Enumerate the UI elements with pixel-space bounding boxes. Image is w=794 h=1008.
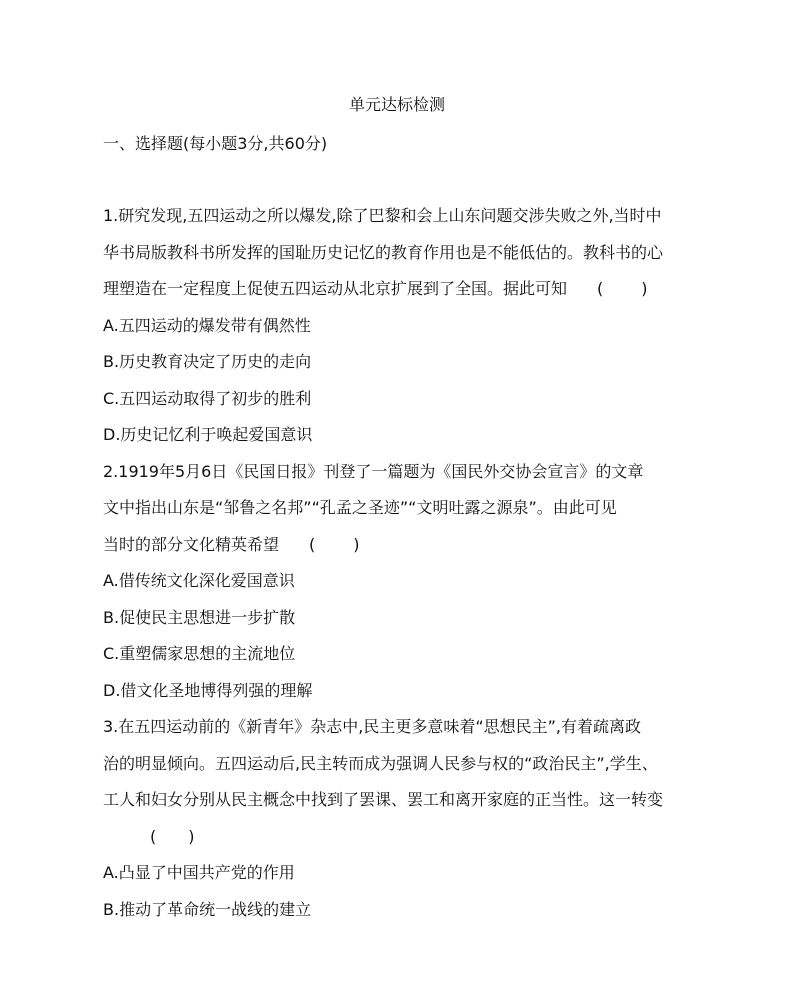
question-3-line-1: 3.在五四运动前的《新青年》杂志中,民主更多意味着“思想民主”,有着疏离政 (103, 717, 642, 736)
question-3 (103, 709, 703, 928)
option-c: C.重塑儒家思想的主流地位 (103, 644, 296, 663)
option-a: A.凸显了中国共产党的作用 (103, 863, 295, 882)
question-2-line-3 (103, 527, 703, 564)
option-b: B.促使民主思想进一步扩散 (103, 607, 296, 627)
question-3-blank-line (103, 819, 703, 856)
question-2-line-2: 文中指出山东是“邹鲁之名邦”“孔孟之圣迹”“文明吐露之源泉”。由此可见 (103, 498, 617, 517)
question-3-line-2: 治的明显倾向。五四运动后,民主转而成为强调人民参与权的“政治民主”,学生、 (103, 753, 658, 773)
page-title: 单元达标检测 (348, 95, 445, 114)
option-b: B.历史教育决定了历史的走向 (103, 352, 312, 371)
questions-list (103, 198, 703, 928)
question-1-line-2: 华书局版教科书所发挥的国耻历史记忆的教育作用也是不能低估的。教科书的心 (103, 242, 664, 262)
question-2 (103, 454, 703, 710)
option-c: C.五四运动取得了初步的胜利 (103, 388, 312, 408)
answer-blank: ( ) (309, 534, 362, 554)
question-1-line-3 (103, 271, 703, 308)
option-d: D.借文化圣地博得列强的理解 (103, 680, 313, 700)
answer-blank: ( ) (150, 826, 195, 846)
option-d: D.历史记忆利于唤起爱国意识 (103, 425, 313, 444)
section-heading: 一、选择题(每小题3分,共60分) (103, 134, 328, 153)
question-2-line-1: 2.1919年5月6日《民国日报》刊登了一篇题为《国民外交协会宣言》的文章 (103, 461, 644, 481)
question-1 (103, 198, 703, 454)
answer-blank: ( ) (597, 279, 650, 298)
question-1-line-3-text: 理塑造在一定程度上促使五四运动从北京扩展到了全国。据此可知 (103, 279, 568, 298)
question-3-line-3: 工人和妇女分别从民主概念中找到了罢课、罢工和离开家庭的正当性。这一转变 (103, 790, 664, 809)
option-a: A.借传统文化深化爱国意识 (103, 571, 295, 590)
question-2-line-3-text: 当时的部分文化精英希望 (103, 534, 280, 554)
option-b: B.推动了革命统一战线的建立 (103, 899, 312, 919)
question-1-line-1: 1.研究发现,五四运动之所以爆发,除了巴黎和会上山东问题交涉失败之外,当时中 (103, 206, 662, 225)
option-a: A.五四运动的爆发带有偶然性 (103, 315, 311, 335)
